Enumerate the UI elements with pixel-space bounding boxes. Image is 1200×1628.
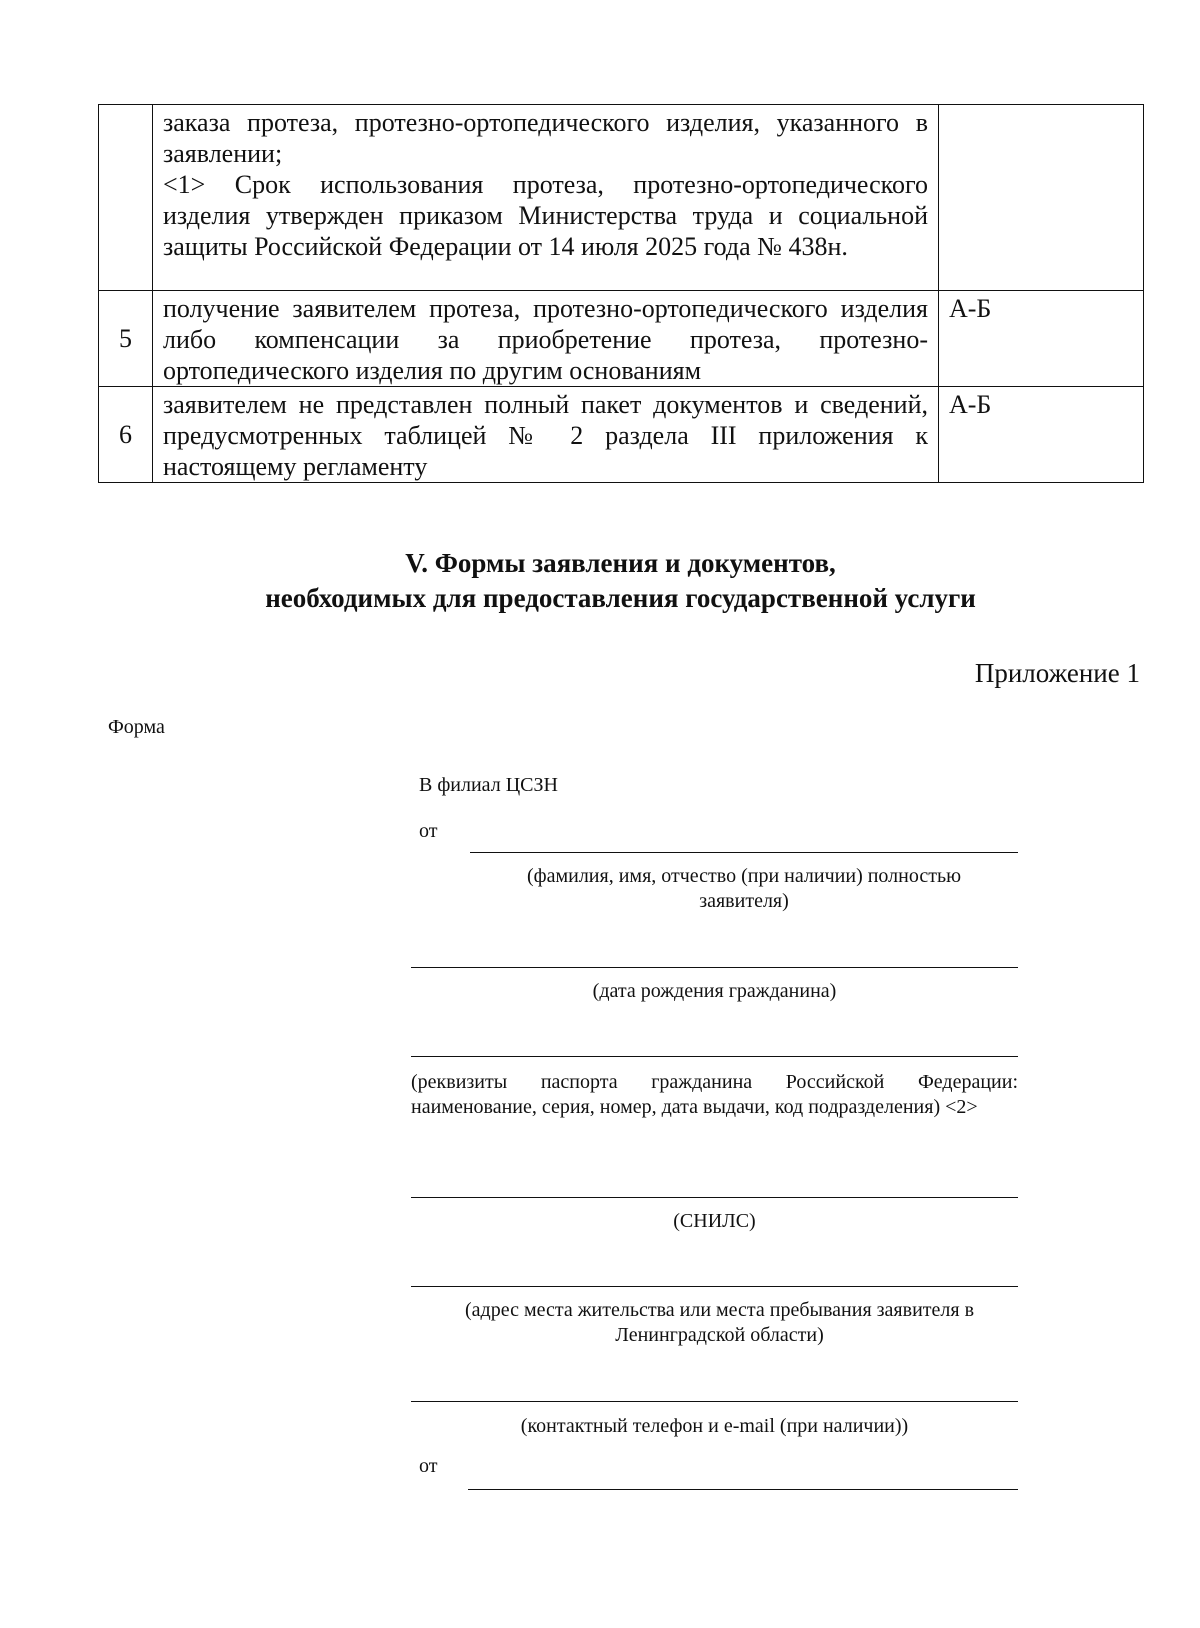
table-row bbox=[99, 387, 1144, 483]
caption-address: (адрес места жительства или места пребывания заявителя в Ленинградской области) bbox=[464, 1299, 975, 1346]
section-title-line-2: необходимых для предоставления государственной услуги bbox=[265, 583, 976, 613]
second-from-input-line[interactable] bbox=[468, 1489, 1018, 1490]
row-code bbox=[939, 105, 1144, 291]
caption-passport: (реквизиты паспорта гражданина Российской Федерации: наименование, серия, номер, дата выдачи, код подразделения) <2> bbox=[411, 1071, 1018, 1118]
footnote-text: <1> Срок использования протеза, протезно-ортопедического изделия утвержден приказом Министерства труда и социальной защиты Российской Федерации от 14 июля 2025 года № 438н. bbox=[163, 170, 928, 261]
caption-snils: (СНИЛС) bbox=[673, 1210, 756, 1232]
section-title bbox=[98, 546, 1143, 616]
row-text-line: заявителем не представлен полный пакет документов и сведений, предусмотренных таблицей № 2 раздела III приложения к настоящему регламенту bbox=[163, 390, 928, 481]
caption-fio: (фамилия, имя, отчество (при наличии) полностью заявителя) bbox=[526, 865, 962, 912]
section-title-line-1: V. Формы заявления и документов, bbox=[405, 548, 836, 578]
passport-input-line[interactable] bbox=[411, 1056, 1018, 1057]
row-text-line: заказа протеза, протезно-ортопедического изделия, указанного в заявлении; bbox=[163, 108, 928, 168]
row-number bbox=[99, 105, 153, 291]
snils-input-line[interactable] bbox=[411, 1197, 1018, 1198]
address-input-line[interactable] bbox=[411, 1286, 1018, 1287]
row-code: А-Б bbox=[939, 387, 1144, 483]
row-text bbox=[153, 387, 939, 483]
from-label-2: от bbox=[419, 1455, 438, 1477]
row-code: А-Б bbox=[939, 291, 1144, 387]
appendix-label: Приложение 1 bbox=[974, 658, 1140, 688]
to-branch-text: В филиал ЦСЗН bbox=[419, 774, 558, 796]
table-row bbox=[99, 105, 1144, 291]
from-label: от bbox=[419, 820, 438, 842]
row-text-line: получение заявителем протеза, протезно-ортопедического изделия либо компенсации за приобретение протеза, протезно-ортопедического изделия по другим основаниям bbox=[163, 294, 928, 385]
refusal-grounds-table bbox=[98, 104, 1144, 483]
table-row bbox=[99, 291, 1144, 387]
row-number: 6 bbox=[99, 387, 153, 483]
birth-date-input-line[interactable] bbox=[411, 967, 1018, 968]
row-number: 5 bbox=[99, 291, 153, 387]
caption-contacts: (контактный телефон и e-mail (при наличии)) bbox=[520, 1415, 909, 1437]
fio-input-line[interactable] bbox=[470, 852, 1018, 853]
caption-birth-date: (дата рождения гражданина) bbox=[592, 980, 837, 1002]
form-label: Форма bbox=[108, 716, 165, 738]
row-text bbox=[153, 105, 939, 291]
contacts-input-line[interactable] bbox=[411, 1401, 1018, 1402]
row-text bbox=[153, 291, 939, 387]
